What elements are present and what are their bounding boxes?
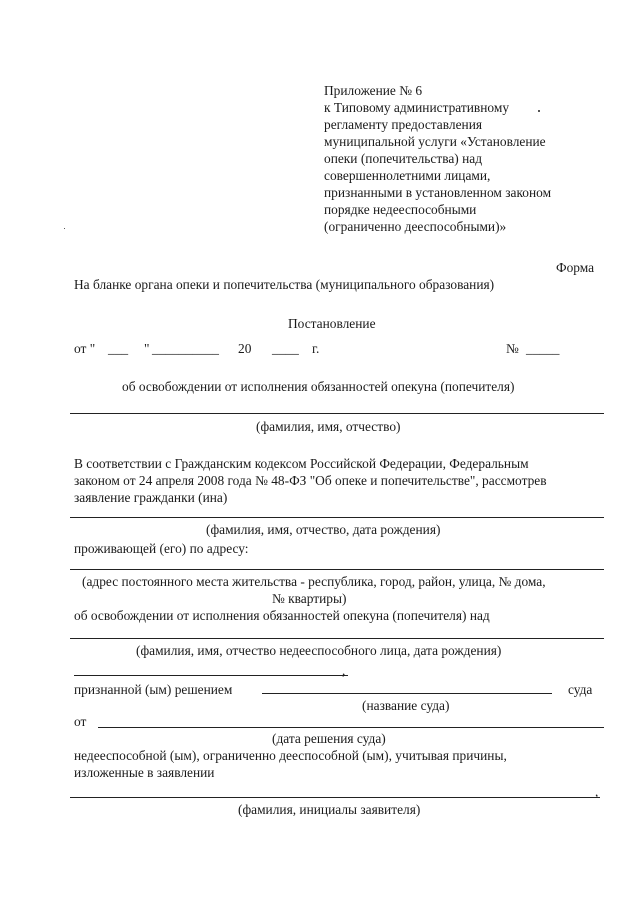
fio-fill-line <box>70 413 604 414</box>
quote-mark: " <box>144 341 150 356</box>
decision-from-label: от <box>74 714 87 729</box>
court-caption: (название суда) <box>362 698 450 713</box>
year-prefix: 20 <box>238 341 252 356</box>
decision-date-fill-line <box>98 727 604 728</box>
applicant-fill-line <box>70 517 604 518</box>
date-from-label: от " <box>74 341 96 356</box>
appendix-line: муниципальной услуги «Установление <box>324 134 546 149</box>
applicant-name-fill-line <box>70 797 600 798</box>
court-fill-line <box>262 693 552 694</box>
applicant-caption: (фамилия, инициалы заявителя) <box>238 802 421 817</box>
comma-mark: , <box>595 784 599 799</box>
appendix-line: (ограниченно дееспособными)» <box>324 219 507 234</box>
incapable-caption: (фамилия, имя, отчество недееспособного лица, дата рождения) <box>136 643 502 658</box>
appendix-line: Приложение № 6 <box>324 83 423 98</box>
paragraph-line: заявление гражданки (ина) <box>74 490 228 505</box>
document-title: Постановление <box>288 316 376 331</box>
appendix-line: признанными в установленном законом <box>324 185 552 200</box>
year-blank: ____ <box>272 341 299 356</box>
paragraph-line: законом от 24 апреля 2008 года № 48-ФЗ "Об опеке и попечительстве", рассмотрев <box>74 473 547 488</box>
address-caption: (адрес постоянного места жительства - республика, город, район, улица, № дома, <box>82 574 546 589</box>
incapable-fill-line <box>70 638 604 639</box>
appendix-line: к Типовому административному <box>324 100 510 115</box>
address-caption: № квартиры) <box>272 591 347 606</box>
appendix-line: совершеннолетними лицами, <box>324 168 491 183</box>
number-label: № <box>506 341 519 356</box>
appendix-line: регламенту предоставления <box>324 117 483 132</box>
short-fill-line <box>74 675 348 676</box>
paragraph-line: недееспособной (ым), ограниченно дееспособной (ым), учитывая причины, <box>74 748 507 763</box>
year-suffix: г. <box>312 341 320 356</box>
month-blank: __________ <box>152 341 219 356</box>
appendix-line: порядке недееспособными <box>324 202 477 217</box>
number-blank: _____ <box>526 341 560 356</box>
fio-dob-caption: (фамилия, имя, отчество, дата рождения) <box>206 522 441 537</box>
address-fill-line <box>70 569 604 570</box>
comma-mark: , <box>342 663 346 678</box>
scan-speck <box>64 228 65 229</box>
court-label: суда <box>568 682 593 697</box>
residing-label: проживающей (его) по адресу: <box>74 541 249 556</box>
letterhead-note: На бланке органа опеки и попечительства (муниципального образования) <box>74 277 495 292</box>
appendix-line: опеки (попечительства) над <box>324 151 483 166</box>
release-over-label: об освобождении от исполнения обязанностей опекуна (попечителя) над <box>74 608 490 623</box>
scan-speck <box>538 110 540 112</box>
paragraph-line: В соответствии с Гражданским кодексом Российской Федерации, Федеральным <box>74 456 529 471</box>
fio-caption: (фамилия, имя, отчество) <box>256 419 401 434</box>
form-label: Форма <box>556 260 595 275</box>
day-blank: ___ <box>108 341 129 356</box>
recognized-label: признанной (ым) решением <box>74 682 233 697</box>
paragraph-line: изложенные в заявлении <box>74 765 215 780</box>
subject-line: об освобождении от исполнения обязанностей опекуна (попечителя) <box>122 379 515 394</box>
decision-date-caption: (дата решения суда) <box>272 731 386 746</box>
